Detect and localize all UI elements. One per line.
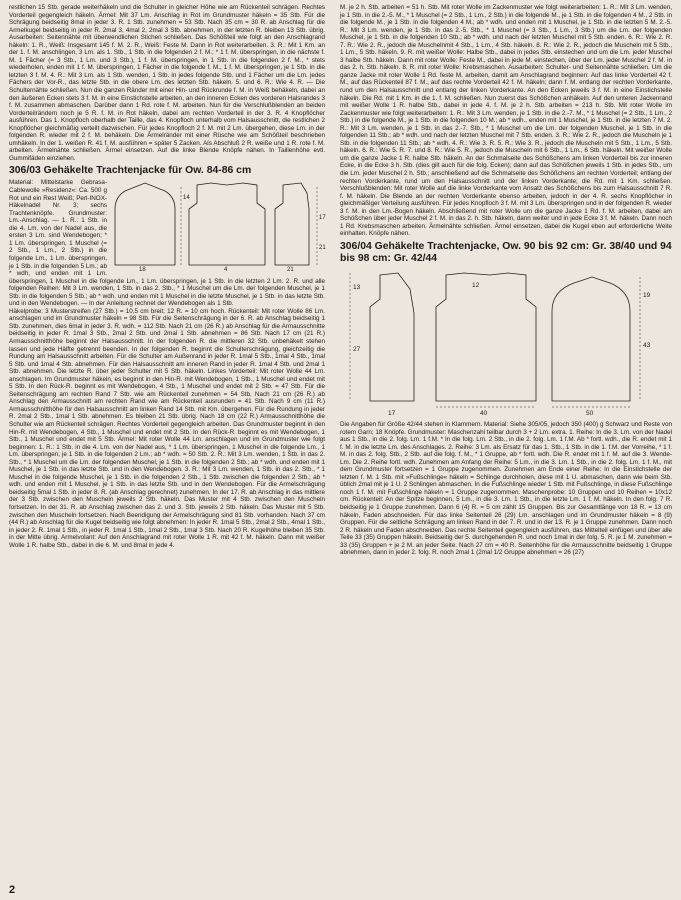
- width-label: 4: [224, 267, 228, 274]
- width-label: 21: [287, 267, 294, 274]
- pattern-schematic-306-03: [111, 179, 326, 274]
- height-label: 27: [353, 345, 361, 353]
- height-label: 17: [319, 215, 326, 222]
- sleeve-shape: [552, 277, 630, 401]
- height-label: 19: [643, 291, 651, 299]
- width-label: 18: [139, 267, 146, 274]
- left-column: [9, 4, 325, 886]
- left-front-shape: [370, 273, 414, 401]
- sleeve-shape: [115, 183, 175, 265]
- height-label: 21: [319, 245, 326, 252]
- pattern-diagram-306-04: [340, 267, 672, 417]
- height-label: 43: [643, 341, 651, 349]
- instructions-306-04: Die Angaben für Größe 42/44 stehen in Klammern. Material: Siehe 305/05, jedoch 350 (400) g Schwarz und Reste von rotem Garn; 18 Knöpfe. Grundmuster: Maschenzahl teilbar durch 3 + 2 Lm. extra. 1. Reihe: In die 3. Lm. von der Nadel aus 1 Stb., in die 2. folg. Lm. 1 f.M. * In die folg. Lm. 2 Stb., in die 2. folg. Lm. 1 f.M. Ab * fortl. wdh., die R. endet mit 1 f. M. in die letzte Lm. des Anschlages. 2. Reihe: 3 Lm. als Ersatz für das 1. Stb., 1 Stb. in die 1. f.M. der Vorreihe, * 1 f. M. in das 2. folg. Stb., 2 Stb. auf die folg. f. M., * 1 Gruppe, ab * fortl. wdh. Die R. endet mit 1 f. M. auf die 3. Wende-Lm. Die 2. Reihe fortl. wdh. Zunehmen am Anfang der Reihe: 5 Lm., in die 3. Lm. 1 Stb., in die 2. folg. Lm. 1 f. M., mit dem Grundmuster fortsetzen = 1 Gruppe zugenommen. Zunehmen am Ende einer Reihe: In die Einstichstelle der letzten f. M. 1 Stb. mit »Fußschlinge« häkeln = Schlinge durchholen, diese mit 1 U. abmaschen, dann wie beim Stb. üblich 2mal mit je 1 U. 2 Schlingen abmaschen. In die Fußschlinge wieder 1 Stb. mit Fußschlinge, in diese Fußschlinge noch 1 f. M. mit Fußschlinge häkeln = 1 Gruppe zugenommen. Maschenprobe: 10 Gruppen und 10 Reihen = 10x12 cm. Rückenteil: An der Spitze beginnen, 5 Lm., in die 3. Lm. 1 Stb., in die letzte Lm. 1 f. M. häkeln. In den folg. 7 R. beidseitig je 1 Gruppe zunehmen. Dann 6 (4) R. = 5 cm zählt 15 Gruppen. Bis zur Gesamtlänge von 18 R. = 13 cm häkeln, Faden abschneiden. Für das linke Seitenteil 26 (29) Lm. anschlagen und im Grundmuster häkeln = 8 (9) Gruppen. Für die seitliche Schrägung am linken Rand in der 7. R. und in der 13. R. je 1 Gruppe zunehmen. Dann noch 2 R. häkeln und Faden abschneiden. Das rechte Seitenteil gegengleich ausführen, das Mittelteil einfügen und über alle Teile 33 (35) Gruppen häkeln. Beidseitig der 5. durchgehenden R. und noch 1mal in der folg. 5. R. je 1 M. zunehmen = 33 (35) Gruppen + je 2 M. an jeder Seite. Nach 27 cm = 40 R. Seitenhöhe für die Armausschnitte beidseitig 1 Gruppe abnehmen, dann in jeder 2. folg. R. noch 2mal 1 (2mal 1/2 Gruppe abnehmen = 26 (27): [340, 420, 672, 557]
- height-label: 13: [353, 283, 361, 291]
- back-shape: [436, 273, 536, 401]
- right-column: [340, 4, 672, 886]
- heading-306-03: 306/03 Gehäkelte Trachtenjacke für Ow. 84-86 cm: [9, 165, 252, 177]
- width-label: 40: [480, 409, 488, 417]
- pattern-diagram-306-03: [111, 179, 326, 274]
- width-label: 50: [586, 409, 594, 417]
- material-text-306-03: Material: Mittelstarke Gebrasa-Cablewolle »Residenz«: Ca. 500 g Rot und ein Rest Weiß; Perl-INOX-Häkelnadel Nr. 3; sechs Trachtenknöpfe. Grundmuster: Lm.-Anschlag. — 1. R.: 1 Stb. in die 4. Lm. von der Nadel aus, die ersten 3 Lm. sind Wendebogen; * 1 Lm. überspringen, 1 Muschel (= 2 Stb., 1 Lm., 2 Stb.) in die folgende Lm., 1 Lm. überspringen, je 1 Stb. in die folgenden 5 Lm.; ab * wdh, und enden mit 1 Lm. überspringen, 1 Muschel in die folgende Lm., 1 Lm. überspringen, je 1 Stb. in die letzten 2 Lm. 2. R. und alle folgenden Reihen: Mit 3 Lm. wenden, 1 Stb. in das 2. Stb., * 1 Muschel um die Lm. der folgenden Muschel, je 1 Stb. in die folgenden 5 Stb.; ab * wdh. und enden mit 1 Muschel in die letzte Muschel, je 1 Stb. in das letzte Stb. und in den Wendebogen. — In der Anleitung rechnet der Wendebogen als 1 Stb.: [9, 179, 325, 308]
- height-label: 14: [183, 195, 190, 202]
- pattern-schematic-306-04: [340, 267, 672, 417]
- back-shape: [189, 183, 265, 265]
- instructions-306-03-continued: M. je 2 h. Stb. arbeiten = 51 h. Stb. Mit roter Wolle im Zackenmuster wie folgt weiterarbeiten: 1. R.: Mit 3 Lm. wenden, je 1 Stb. in die 2.-5. M., * 1 Muschel (= 2 Stb., 1 Lm., 2 Stb.) in die folgende M., je 1 Stb. in die folgenden 4 M., 2 Stb. in die folgende M., je 1 Stb. in die folgenden 4 M.; ab * wdh. und enden mit 1 Muschel, je 1 Stb. in die letzten 5 M. 2.-5. R.: Mit 3 Lm. wenden, je 1 Stb. in das 2.-5. Stb., * 1 Muschel (= 3 Stb., 1 Lm., 3 Stb.) um die Lm. der folgenden Muschel, je 1 Stb. in die folgenden 10 Stb.; ab * wdh. und nach der letzten Muschel mit 5 Stb. enden. 6. R.: Wie 2. R. 7. R.: Wie 2. R., jedoch die Muschelnmit 4 Stb., 1 Lm., 4 Stb. häkeln. 8. R.: Wie 2. R., jedoch die Muscheln mit 5 Stb., 1 Lm., 5 Stb. häkeln. 9. R. mit weißer Wolle: Halbe Stb., dabei in jedes Stb. einstechen und um die Lm. jeder Muschel 3 halbe Stb. häkeln. Dann mit roter Wolle: Feste M., dabei in jede M. einstechen, über der Lm. jeder Muschel 2 f. M. in das 2. h. Stb. häkeln. 8. R. mit roter Wolle: Krebsmaschen. Ausarbeiten: Schulter- und Seitennähte schließen. Um die ganze Jacke mit roter Wolle 1 Rd. feste M. arbeiten, damit am Anschlagrand beginnen: Auf das linke Vorderteil 42 f. M., auf das Rückenteil 87 f. M., auf das rechte Vorderteil 42 f. M. häkeln; dann f. M. entlang der rechten Vorderkante, rund um den Halsausschnitt und entlang der linken Vorderkante. An den Ecken jeweils 3 f. M. in eine Einstichstelle häkeln. Die Rd. mit 1 Km. in die 1. f. M. schließen. Nun zuerst das Schößchen anhäkeln. Auf den unteren Jackenrand mit weißer Wolle 1 R. halbe Stb., dabei in jede 4. f. M. je 2 h. Stb. arbeiten = 213 h. Stb. Mit roter Wolle im Zackenmuster wie folgt weiterarbeiten: 1. R.: Mit 3 Lm. wenden, je 1 Stb. in die 2.-7. M., * 1 Muschel (= 2 Stb., 1 Lm., 2 Stb.) in die folgende M., je 1 Stb. in die folgenden 10 M.; ab * wdh., enden mit 1 Muschel, je 1 Stb. in die letzten 7 M. 2. R.: Mit 3 Lm. wenden, je 1 Stb. in das 2.-7. Stb., * 1 Muschel um die Lm. der folgenden Muschel, je 1 Stb. in die folgenden 11 Stb.; ab * wdh. und nach der letzten Muschel mit 7 Stb. enden. 3. R.: Wie 2. R., jedoch die Muscheln je 1 Stb. in die folgenden 11 Stb.; ab * wdh. 4. R.: Wie 3. R. 5. R.: Wie 3. R., jedoch die Muscheln mit 5 Stb., 1 Lm., 5 Stb. häkeln. 6. R.: Wie 5. R. 7. und 8. R.: Wie 5. R., jedoch die Muscheln mit 6 Stb., 1 Lm., 6 Stb. häkeln. Mit weißer Wolle um die ganze Jacke 1 R. halbe Stb. häkeln. An der Schmalseite des Schößchens am linken Vorderteil bis zur inneren Ecke, in die Ecke 3 h. Stb. (dies gilt auch für die folg. Ecken); dann auf das Schößchen jeweils 1 Stb. in jedes Stb., um die Lm. jeder Muschel 2 h. Stb.; anschließend auf die Schmalseite des Schößchens am rechten Vorderteil; entlang der rechten Vorderkante, rund um den Halsausschnitt und der linken Vorderkante; die Rd. mit 1 Km. schließen. Verschlußblenden: Mit roter Wolle auf die linke Vorderkante vom Ansatz des Schößchens bis zum Halsausschnitt 7 R. f. M. häkeln. Die Blende an der rechten Vorderkante ebenso arbeiten, jedoch in der 4. R. sechs Knopflöcher in gleichmäßiger Verteilung ausführen. Für jedes Knopfloch 3 f. M. mit 3 Lm. überspringen und in der folgenden R. wieder 3 f. M. in den Lm.-Bogen häkeln. Abschließend mit roter Wolle um die ganze Jacke 1 Rd. f. M. arbeiten, dabei am Schößchen über jeder Muschel 2 f. M. in das 2. h. Stb. häkeln, dann weiter und in jede Ecke 3 f. M. häkeln. Dann noch 1 Rd. Krebsmaschen arbeiten. Ärmelnähte schließen. Ärmel einsetzen, dabei die Kugel eben auf erforderliche Weite einhalten. Knöpfe nähen.: [340, 4, 672, 238]
- front-shape: [275, 183, 309, 265]
- intro-text: restlichen 15 Stb. gerade weiterhäkeln und die Schulter in gleicher Höhe wie am Rückenteil schrägen. Rechtes Vorderteil gegengleich häkeln. Ärmel: Mit 37 Lm. Anschlag in Rot im Grundmuster häkeln = 35 Stb. Für die Schrägung beidseitig 8mal in jeder 3. R. 1 Stb. zunehmen = 53 Stb. Nach 35 cm = 30 R. ab Anschlag für die Armelkugel beidseitig in jeder R. 2mal 3, 4mal 2, 2mal 3 Stb. abnehmen, in der letzten R. bleiben 13 Stb. übrig. Ausarbeiten: Seitennähte mit überwendlichen Stichen schließen. Das Schößteil wie folgt an den Anschlagrand häkeln: 1. R., Weiß: Insgesamt 145 f. M. 2. R., Weiß: Feste M. Dann in Rot weiterarbeiten. 3. R.: Mit 1 Km. an der 1. f. M. anschlingen, 3 Lm. als 1. Stb., 1 Stb. in die folgenden 2 f. M.; * 1 f. M. überspringen, in die nächste f. M. 1 Fächer (= 3 Stb., 1 Lm. und 3 Stb.), 1 f. M. überspringen, in 1 Stb. in die folgenden 2 f. M., * stets wiederholen, enden mit 1 f. M. überspringen, 1 Fächer in die folgende f. M., 1 f. M. überspringen, je 1 Stb. in die letzten 3 f. M. 4. R.: Mit 3 Lm. als 1 Stb. wenden, 1 Stb. in jedes folgende Stb. und 1 Fächer um die Lm. jedes Fächers der Vor-R., das letzte Stb. in die obere Lm. des letzten Stb. häkeln. 5. und 6. R.: Wie 4. R. — Die Schulternähte schließen. Nun die ganzen Ränder mit einer Hin- und Rückrunde f. M. in Weiß behäkeln, dabei an den äußeren Ecken stets 3 f. M. in eine Einstichstelle arbeiten, an den inneren Ecken des vorderen Halsrandes 3 f. M. zusammen abmaschen. Darüber dann 1 Rd. rote f. M. arbeiten. Nun für die Verschlußblenden an beiden Vorderteilrändern noch je 5 R. f. M. in Rot häkeln, dabei am rechten Vorderteil in der 3. R. 4 Knopflöcher ausführen. Das 1. Knopfloch oberhalb der Taille, das 4. Knopfloch unterhalb vom Halsausschnitt, die restlichen 2 Knopflöcher gleichmäßig verteilt dazwischen. Für jedes Knopfloch 2 f. M. mit 2 Lm. übergehen, diese Lm. in der folgenden R. wieder mit 2 f. M. behäkeln. Die Ärmelränder mit einer Rüsche wie am Schößteil beschrieben umhäkeln. In der 1. weißen R. 41 f. M. ausführen = später 5 Zacken. Als Abschluß 2 R. weiße und 1 R. rote f. M. arbeiten. Ärmelnähte schließen. Ärmel einsetzen. Auf die linke Blende Knöpfe nähen. In Taillenhöhe evtl. Gummifäden einziehen.: [9, 4, 325, 162]
- heading-306-04: 306/04 Gehäkelte Trachtenjacke, Ow. 90 bis 92 cm: Gr. 38/40 und 94 bis 98 cm: Gr. 42/44: [340, 240, 672, 264]
- width-label: 17: [388, 409, 396, 417]
- width-label: 12: [472, 281, 480, 289]
- material-block-306-03: [9, 179, 325, 307]
- instructions-306-03: Häkelprobe: 3 Musterstreifen (27 Stb.) = 10,5 cm breit; 12 R. = 10 cm hoch. Rückenteil: Mit roter Wolle 86 Lm. anschlagen und im Grundmuster häkeln = 98 Stb. Für die Seitenschrägung in der 6. R. ab Anschlag beidseitig 1 Stb. zunehmen, dies 6mal in jeder 3. R. wdh. = 112 Stb. Nach 21 cm (26 R.) ab Anschlag für die Armausschnitte beidseitig in jeder R. 1mal 3 Stb., 2mal 2 Stb. und 2mal 1 Stb. abnehmen = 86 Stb. Nach 17 cm (21 R.) Armausschnitthöhe beginnt der Halsausschnitt. In der folgenden R. die mittleren 32 Stb. unbehäkelt stehen lassen und jede Hälfte getrennt beenden. In der folgenden R. beginnt die Schulterschrägung, gleichzeitig die Rundung am Halsausschnitt arbeiten. Für die Schulter am Außenrand in jeder R. 1mal 5 Stb., 1mal 4 Stb., 1mal 5 Stb. und 1mal 4 Stb. abnehmen. Für den Halsausschnitt am inneren Rand in jeder R. 1mal 4 Stb. und 2mal 1 Stb. abnehmen. Die letzte R. über jeder Schulter mit 5 Stb. häkeln. Linkes Vorderteil: Mit roter Wolle 44 Lm. anschlagen. Im Grundmuster häkeln, es beginnt in den Hin-R. mit Wendebogen, 1 Stb., 1 Muschel und endet mit 5 Stb. In den Rück-R. beginnt es mit Wendebogen, 4 Stb., 1 Muschel und endet mit 2 Stb. = 47 Stb. Für die Seitenschrägung am rechten Rand 7 Stb. wie am Rückenteil zunehmen = 54 Stb. Nach 21 cm (26 R.) ab Anschlag den Armausschnitt am rechten Rand wie am Rückenteil ausrunden = 41 Stb. Nach 9 cm (11 R.) Armausschnitthöhe für den Halsausschnitt am linken Rand 14 Stb. mit Km. übergehen. Für die Rundung in jeder R. 2mal 2 Stb., 1mal 1 Stb. abnehmen. Es bleiben 21 Stb. übrig. Nach 18 cm (22 R.) Armausschnitthöhe die Schulter wie am Rückenteil schrägen. Rechtes Vorderteil gegengleich arbeiten. Das Grundmuster beginnt in den Hin-R. mit Wendebogen, 4 Stb., 1 Muschel und endet mit 2 Stb. In den Rück-R. beginnt es mit Wendebogen, 1 Stb., 1 Muschel und endet mit 5 Stb. Ärmel: Mit roter Wolle 44 Lm. anschlagen und im Grundmuster wie folgt beginnen: 1. R.: 1 Stb. in die 4. Lm. von der Nadel aus, * 1 Lm. überspringen, 1 Muschel in die folgende Lm., 1 Lm. überspringen, je 1 Stb. in die folgenden 2 Lm.; ab * wdh. = 50 Stb. 2. R.: Mit 3 Lm. wenden, 1 Stb. in das 2. Stb., * 1 Muschel um die Lm. der folgenden Muschel, je 1 Stb. in die folgenden 2 Stb.; ab * wdh. und enden mit 1 Muschel, je 1 Stb. in das letzte Stb. und in den Wendebogen. 3. R.: Mit 3 Lm. wenden, 1 Stb. in das 2. Stb., * 1 Muschel in die folgende Muschel, je 1 Stb. in die folgenden 2 Stb., 1 Stb. zwischen die folgenden 2 Stb.; ab * wdh. und enden mit 1 Muschel, je 1 Stb. in das letzte Stb. und in den Wendebogen. Für die Armelschrägung beidseitig 5mal 1 Stb. in jeder 8. R. (ab Anschlag gerechnet) zunehmen. In der 17. R. ab Anschlag in das mittlere der 3 Stb. zwischen den Muscheln jeweils 2 Stb. häkeln. Das Muster mit 4 Stb. zwischen den Muscheln fortsetzen. In der 31. R. ab Anschlag zwischen das 2. und 3. Stb. jeweils 2 Stb. häkeln. Das Muster mit 5 Stb. zwischen den Muscheln fortsetzen. Nach Beendigung der Armelschrägung sind 81 Stb. vorhanden. Nach 37 cm (44 R.) ab Anschlag für die Kugel beidseitig wie folgt abnehmen: In jeder R. 1mal 5 Stb., 2mal 2 Stb., 4mal 1 Stb., in jeder 2. R. 1mal 1 Stb., in jeder R. 1mal 1 Stb., 1mal 2 Stb., 1mal 3 Stb. Nach 20 R. Kugelhöhe bleiben 35 Stb. in der Mitte übrig. Armelvolant: Auf den Anschlagrand mit roter Wolle 1 R. mit 42 f. M. häkeln. Dann mit weißer Wolle 1 R. halbe Stb., dabei in die 6. M. und 8mal in jede 4.: [9, 307, 325, 549]
- page-number: 2: [9, 884, 16, 896]
